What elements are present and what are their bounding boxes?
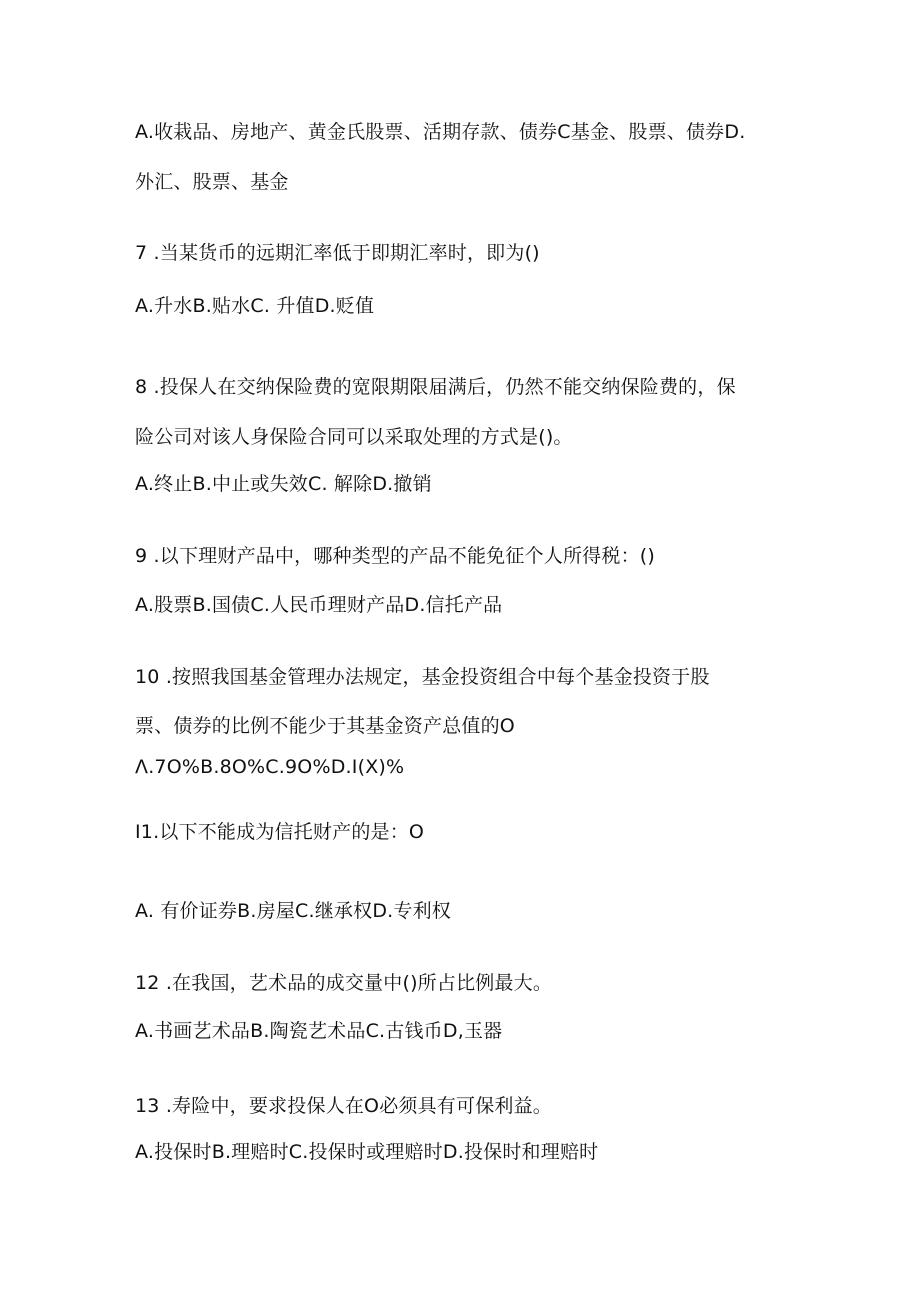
question-9: 9 .以下理财产品中，哪种类型的产品不能免征个人所得税：(): [135, 545, 655, 567]
options-q9: A.股票B.国债C.人民币理财产品D.信托产品: [135, 594, 503, 616]
question-8-line1: 8 .投保人在交纳保险费的宽限期限届满后，仍然不能交纳保险费的，保: [135, 376, 736, 398]
options-q8: A.终止B.中止或失效C. 解除D.撤销: [135, 473, 432, 495]
options-q13: A.投保时B.理赔时C.投保时或理赔时D.投保时和理赔时: [135, 1141, 599, 1163]
question-13: 13 .寿险中，要求投保人在O必须具有可保利益。: [135, 1095, 553, 1117]
options-q6-line2: 外汇、股票、基金: [135, 171, 289, 193]
options-q10: Λ.7O%B.8O%C.9O%D.I(X)%: [135, 756, 405, 778]
question-10-line1: 10 .按照我国基金管理办法规定，基金投资组合中每个基金投资于股: [135, 666, 710, 688]
question-8-line2: 险公司对该人身保险合同可以采取处理的方式是()。: [135, 426, 573, 448]
question-10-line2: 票、债券的比例不能少于其基金资产总值的O: [135, 715, 515, 737]
options-q7: A.升水B.贴水C. 升值D.贬值: [135, 295, 375, 317]
question-12: 12 .在我国，艺术品的成交量中()所占比例最大。: [135, 972, 553, 994]
options-q6-line1: A.收栽品、房地产、黄金氏股票、活期存款、债券C基金、股票、债券D.: [135, 121, 746, 143]
question-7: 7 .当某货币的远期汇率低于即期汇率时，即为(): [135, 242, 540, 264]
options-q12: A.书画艺术品B.陶瓷艺术品C.古钱币D,玉器: [135, 1020, 503, 1042]
question-11: I1.以下不能成为信托财产的是：O: [135, 821, 425, 843]
options-q11: A. 有价证券B.房屋C.继承权D.专利权: [135, 900, 451, 922]
